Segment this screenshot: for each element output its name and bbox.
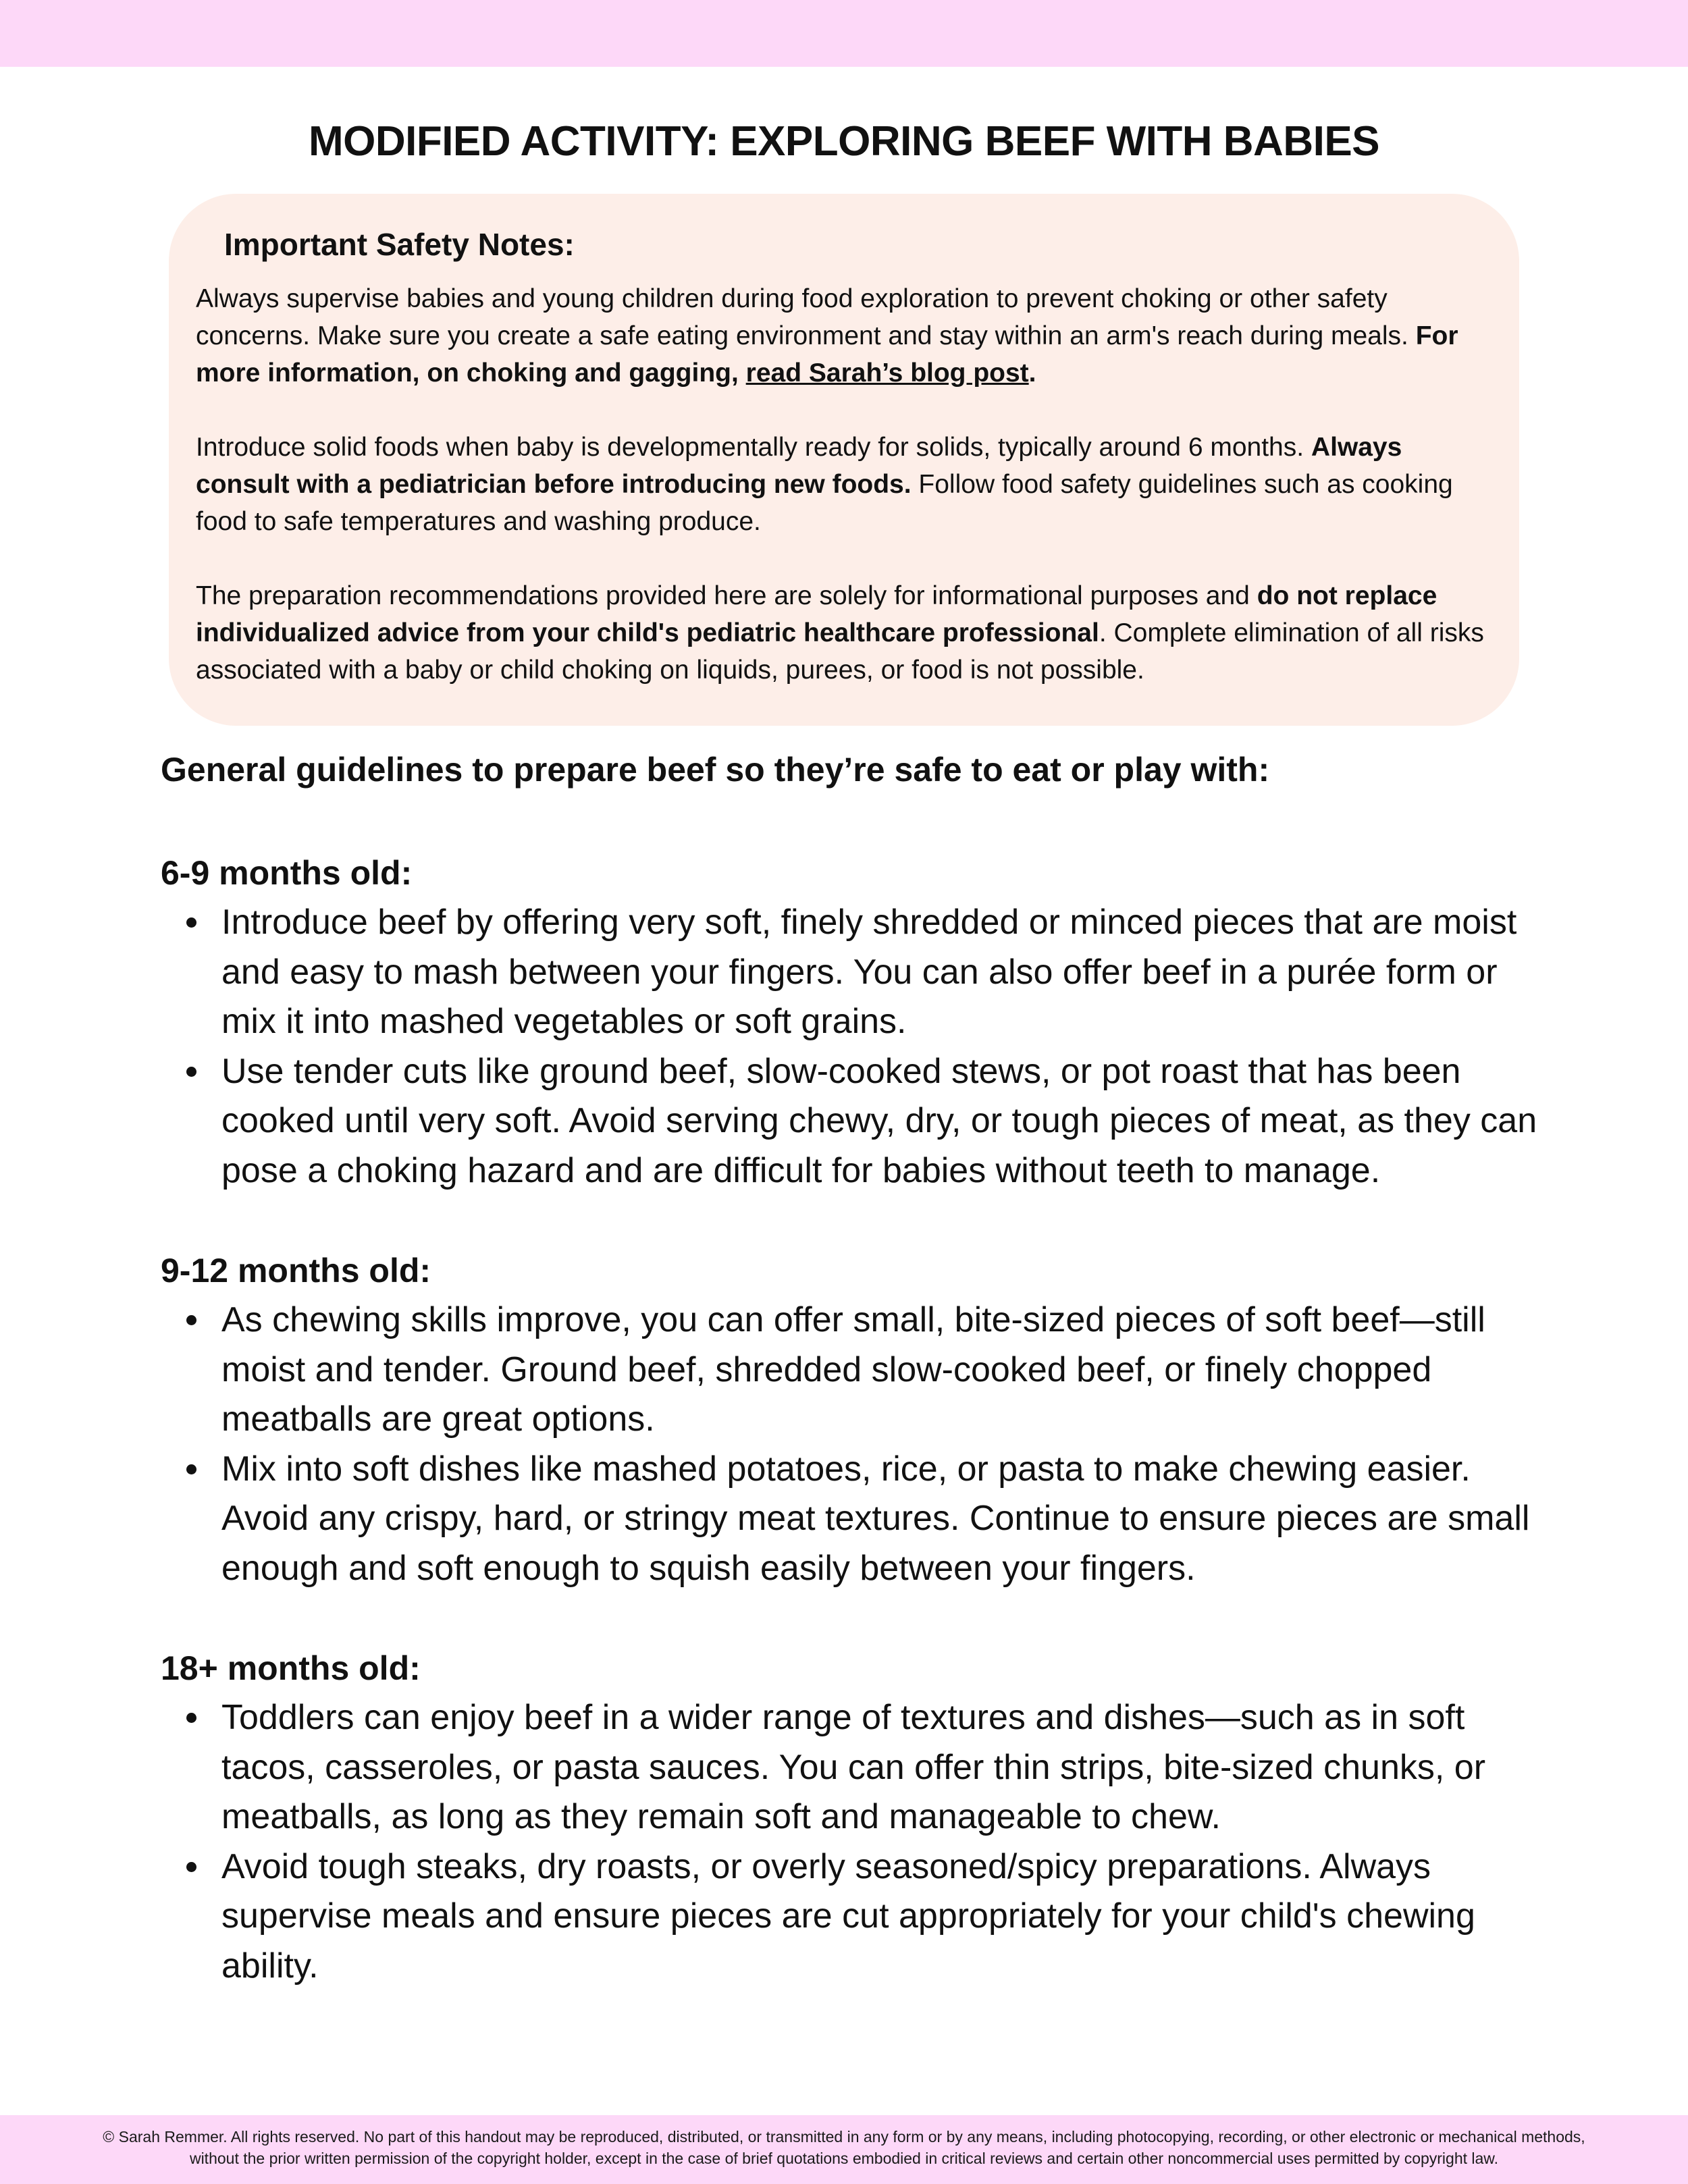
list-item: Toddlers can enjoy beef in a wider range of textures and dishes—such as in soft tacos, casseroles, or pasta sauces. You can offer thin strips, bite-sized chunks, or meatballs, as long as they remain soft and manageable to chew.	[221, 1693, 1538, 1842]
top-band	[0, 0, 1688, 67]
safety-heading: Important Safety Notes:	[224, 227, 575, 262]
food-safety-text: Follow food safety guidelines such as cooking food to safe temperatures and washing produce.	[196, 470, 1453, 536]
page-title: MODIFIED ACTIVITY: EXPLORING BEEF WITH BABIES	[308, 118, 1380, 165]
list-18-months	[161, 1693, 1538, 1991]
safety-notes-box	[169, 194, 1519, 726]
list-9-12-months	[161, 1296, 1538, 1593]
supervision-text: Always supervise babies and young children during food exploration to prevent choking or other safety concerns. Make sure you create a safe eating environment and stay within an arm's reach during meals.	[196, 284, 1416, 350]
link-period: .	[1028, 358, 1036, 388]
disclaimer-text: The preparation recommendations provided here are solely for informational purposes and	[196, 581, 1257, 610]
pediatrician-warning: Always consult with a pediatrician before introducing new foods.	[196, 433, 1402, 499]
list-6-9-months	[161, 898, 1538, 1196]
list-item: Mix into soft dishes like mashed potatoes, rice, or pasta to make chewing easier. Avoid any crispy, hard, or stringy meat textures. Continue to ensure pieces are small enough and soft enough to squish easily between your fingers.	[221, 1445, 1538, 1594]
list-item: As chewing skills improve, you can offer small, bite-sized pieces of soft beef—still moist and tender. Ground beef, shredded slow-cooked beef, or finely chopped meatballs are great options.	[221, 1296, 1538, 1445]
guidelines-heading: General guidelines to prepare beef so they’re safe to eat or play with:	[161, 751, 1270, 789]
disclaimer-bold: do not replace individualized advice from your child's pediatric healthcare professional	[196, 581, 1438, 647]
section-label-18-months: 18+ months old:	[161, 1649, 421, 1687]
safety-paragraph-supervision	[196, 280, 1492, 392]
section-label-9-12-months: 9-12 months old:	[161, 1252, 431, 1289]
blog-post-link[interactable]: read Sarah’s blog post	[745, 358, 1029, 388]
list-item: Avoid tough steaks, dry roasts, or overly seasoned/spicy preparations. Always supervise meals and ensure pieces are cut appropriately for your child's chewing ability.	[221, 1842, 1538, 1992]
disclaimer-end: . Complete elimination of all risks associated with a baby or child choking on liquids, purees, or food is not possible.	[196, 618, 1484, 685]
choking-info-text: For more information, on choking and gagging,	[196, 321, 1458, 388]
list-item: Use tender cuts like ground beef, slow-cooked stews, or pot roast that has been cooked until very soft. Avoid serving chewy, dry, or tough pieces of meat, as they can pose a choking hazard and are difficult for babies without teeth to manage.	[221, 1047, 1538, 1196]
solids-text: Introduce solid foods when baby is developmentally ready for solids, typically around 6 months.	[196, 433, 1311, 462]
list-item: Introduce beef by offering very soft, finely shredded or minced pieces that are moist and easy to mash between your fingers. You can also offer beef in a purée form or mix it into mashed vegetables or soft grains.	[221, 898, 1538, 1047]
copyright-notice: © Sarah Remmer. All rights reserved. No part of this handout may be reproduced, distributed, or transmitted in any form or by any means, including photocopying, recording, or other electronic or mechanical methods, without the prior written permission of the copyright holder, except in the case of brief quotations embodied in critical reviews and certain other noncommercial uses permitted by copyright law.	[103, 2128, 1585, 2167]
safety-paragraph-disclaimer	[196, 577, 1492, 689]
footer	[0, 2115, 1688, 2184]
guidelines	[161, 741, 1538, 1991]
safety-paragraph-solids	[196, 429, 1492, 540]
section-label-6-9-months: 6-9 months old:	[161, 854, 413, 892]
